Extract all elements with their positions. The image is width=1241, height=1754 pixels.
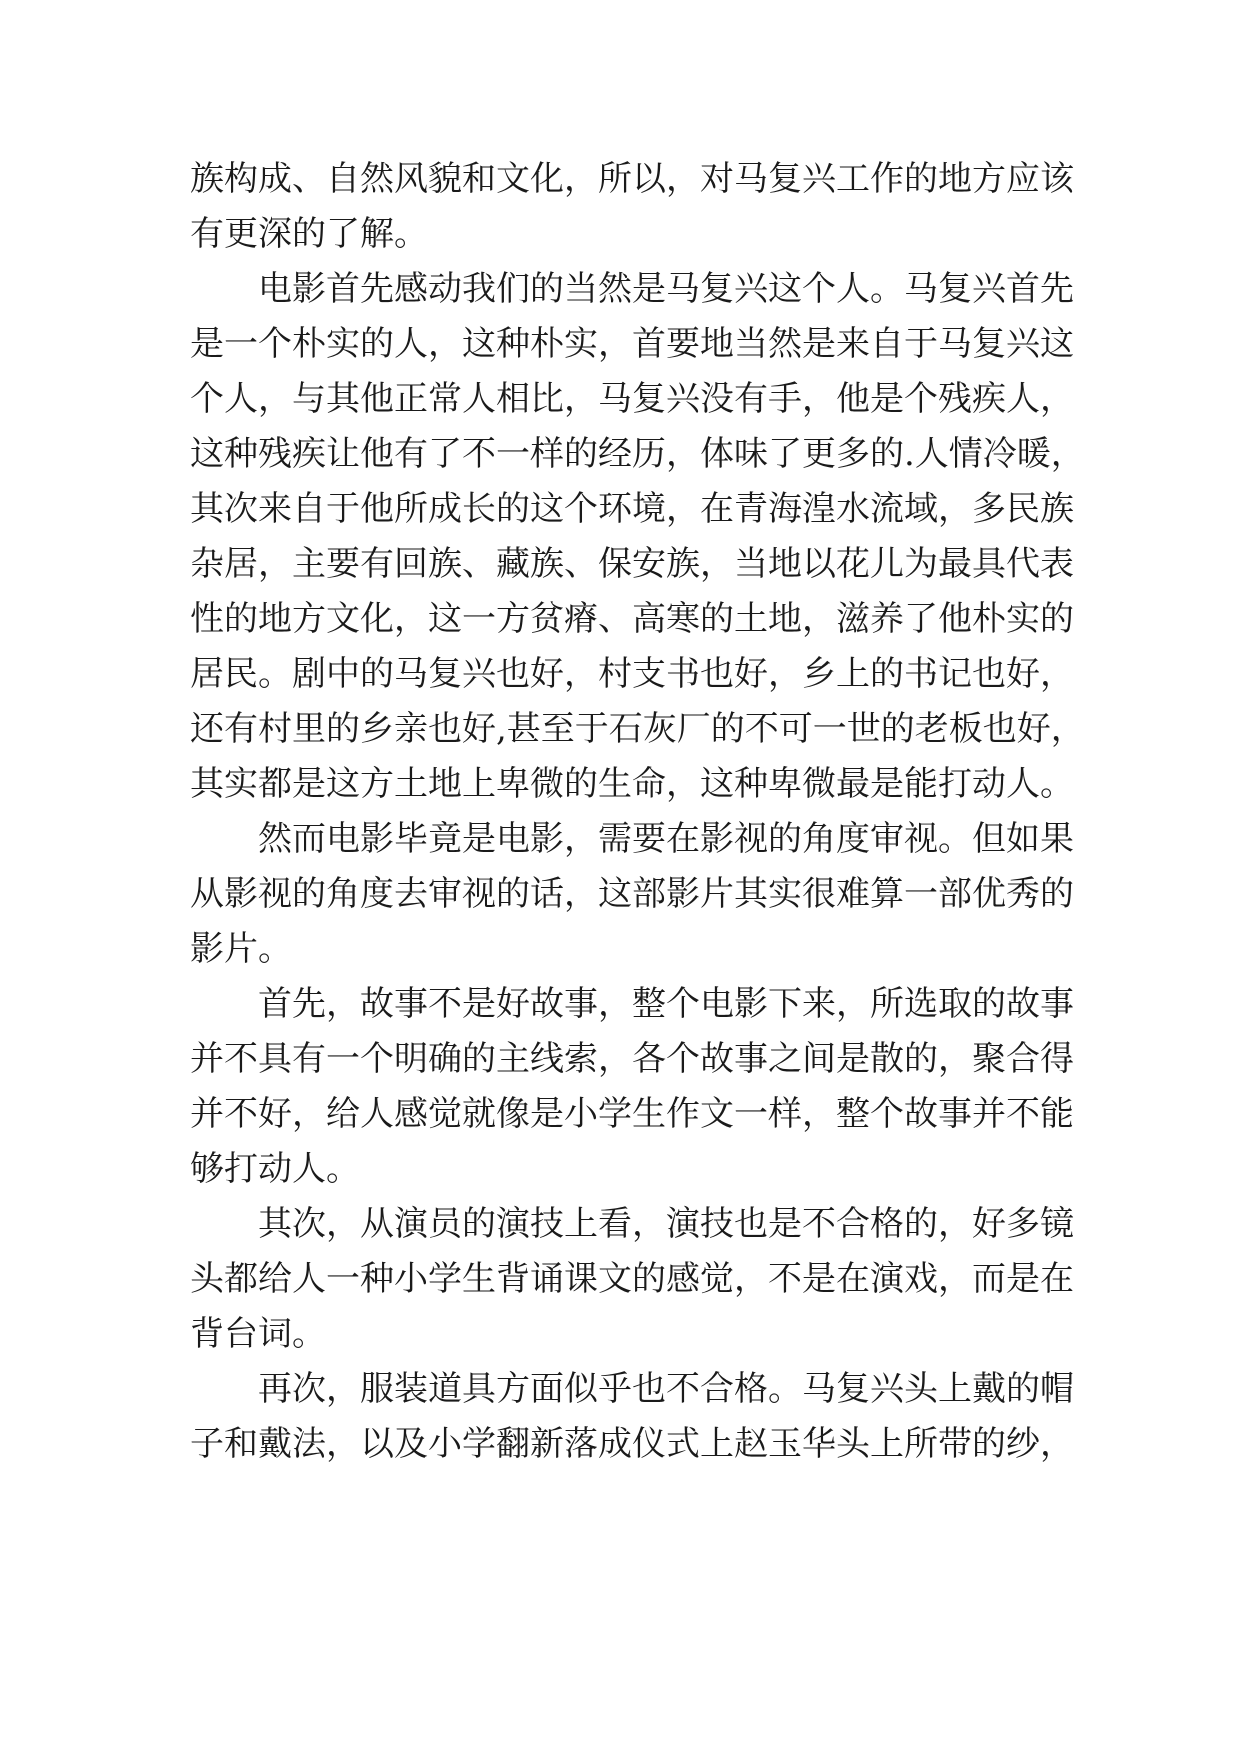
text-line: 背台词。	[190, 1314, 326, 1354]
text-line: 头都给人一种小学生背诵课文的感觉，不是在演戏，而是在	[190, 1259, 1074, 1299]
text-line: 杂居，主要有回族、藏族、保安族，当地以花儿为最具代表	[190, 544, 1074, 584]
paragraph-first-line: 首先，故事不是好故事，整个电影下来，所选取的故事	[258, 984, 1074, 1024]
paragraph-first-line: 电影首先感动我们的当然是马复兴这个人。马复兴首先	[258, 269, 1074, 309]
text-line: 族构成、自然风貌和文化，所以，对马复兴工作的地方应该	[190, 159, 1074, 199]
text-line: 影片。	[190, 929, 292, 969]
text-line: 从影视的角度去审视的话，这部影片其实很难算一部优秀的	[190, 874, 1074, 914]
text-line: 其实都是这方土地上卑微的生命，这种卑微最是能打动人。	[190, 764, 1074, 804]
text-line: 其次来自于他所成长的这个环境，在青海湟水流域，多民族	[190, 489, 1074, 529]
text-line: 居民。剧中的马复兴也好，村支书也好，乡上的书记也好，	[190, 654, 1074, 694]
text-line: 有更深的了解。	[190, 214, 428, 254]
text-line: 是一个朴实的人，这种朴实，首要地当然是来自于马复兴这	[190, 324, 1074, 364]
text-line: 子和戴法，以及小学翻新落成仪式上赵玉华头上所带的纱，	[190, 1424, 1074, 1464]
paragraph-first-line: 然而电影毕竟是电影，需要在影视的角度审视。但如果	[258, 819, 1074, 859]
text-line: 并不具有一个明确的主线索，各个故事之间是散的，聚合得	[190, 1039, 1074, 1079]
text-line: 还有村里的乡亲也好,甚至于石灰厂的不可一世的老板也好，	[190, 709, 1085, 749]
text-line: 并不好，给人感觉就像是小学生作文一样，整个故事并不能	[190, 1094, 1074, 1134]
text-line: 够打动人。	[190, 1149, 360, 1189]
text-line: 性的地方文化，这一方贫瘠、高寒的土地，滋养了他朴实的	[190, 599, 1074, 639]
paragraph-first-line: 其次，从演员的演技上看，演技也是不合格的，好多镜	[258, 1204, 1074, 1244]
text-line: 个人，与其他正常人相比，马复兴没有手，他是个残疾人，	[190, 379, 1074, 419]
paragraph-first-line: 再次，服装道具方面似乎也不合格。马复兴头上戴的帽	[258, 1369, 1074, 1409]
text-line: 这种残疾让他有了不一样的经历，体味了更多的.人情冷暖，	[190, 434, 1085, 474]
